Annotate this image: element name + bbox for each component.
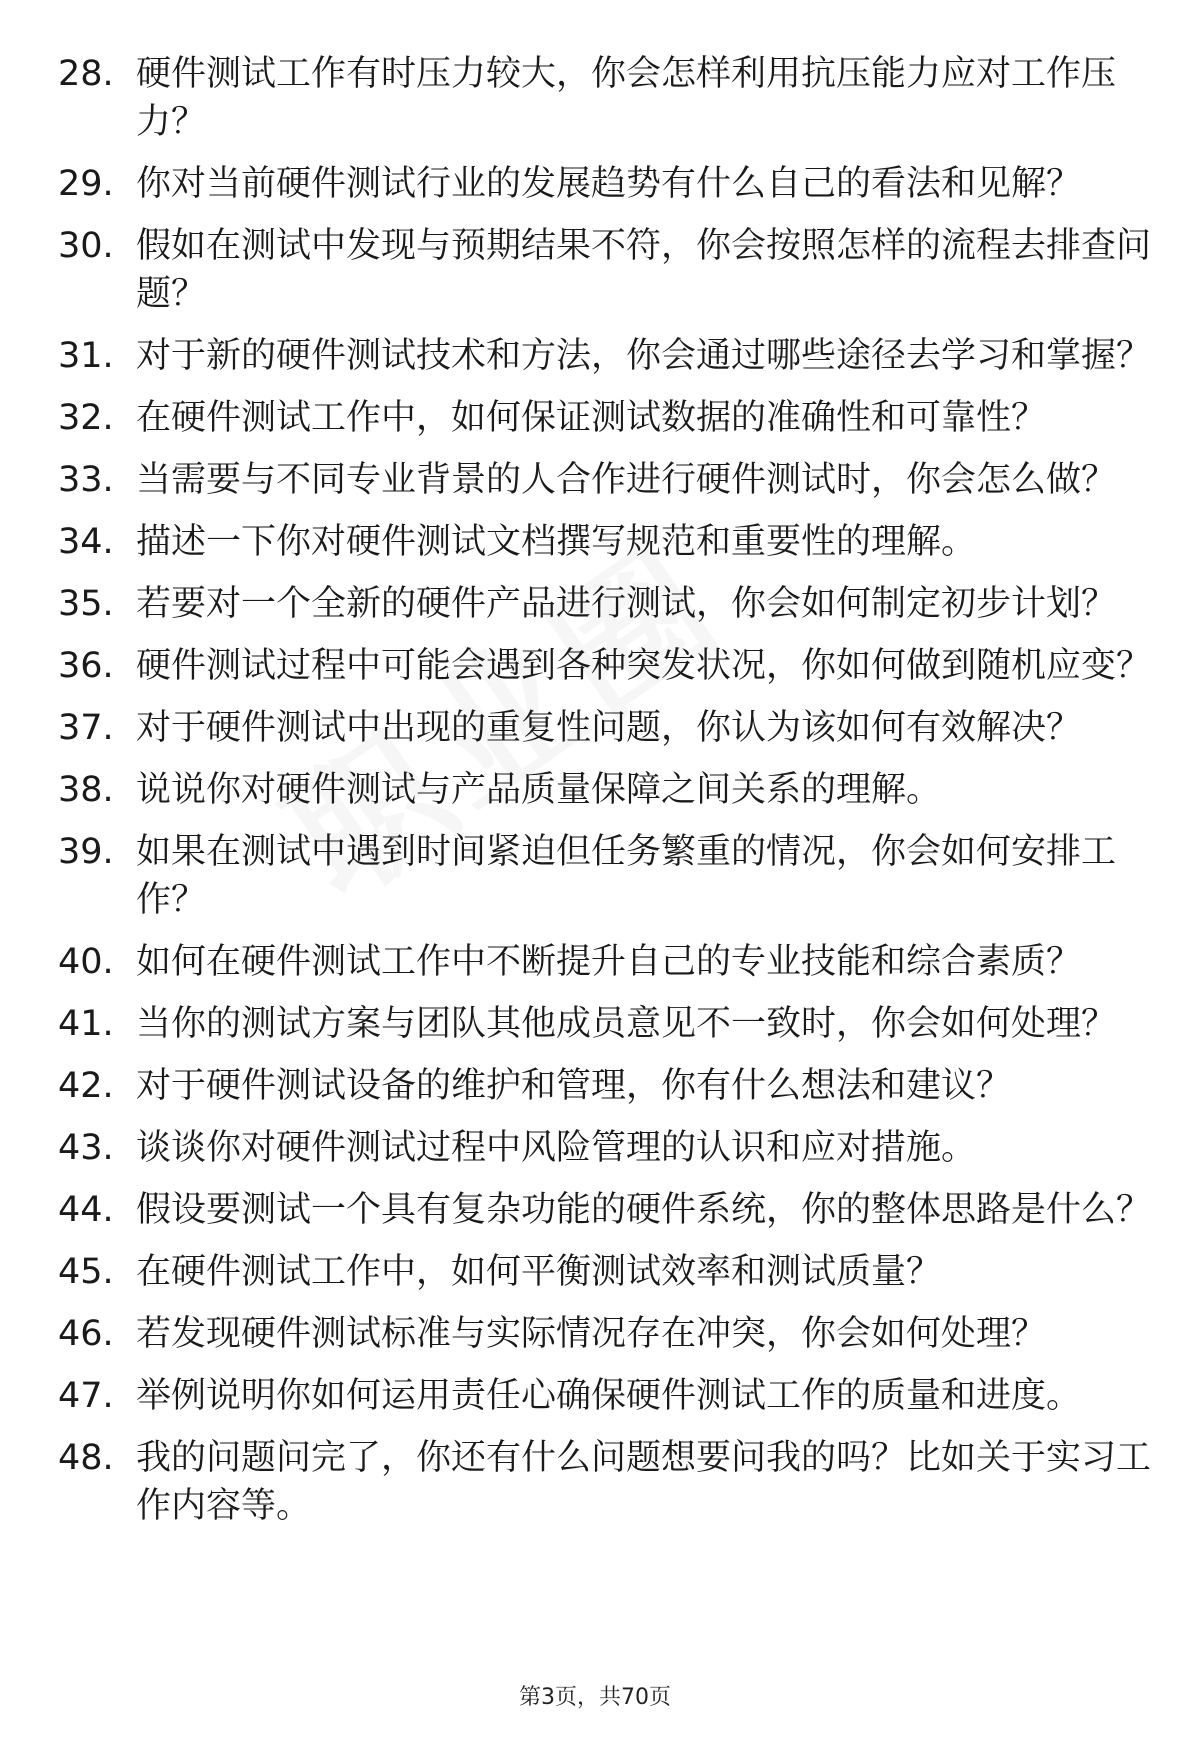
list-item [58, 1372, 1158, 1420]
list-item [58, 456, 1158, 504]
item-number: 34. [58, 522, 114, 562]
item-text: 若要对一个全新的硬件产品进行测试，你会如何制定初步计划？ [136, 584, 1117, 624]
list-item [58, 1062, 1158, 1110]
item-text: 当需要与不同专业背景的人合作进行硬件测试时，你会怎么做？ [136, 460, 1117, 500]
item-text: 谈谈你对硬件测试过程中风险管理的认识和应对措施。 [136, 1128, 977, 1168]
item-number: 44. [58, 1190, 114, 1230]
list-item [58, 160, 1158, 208]
item-text: 对于新的硬件测试技术和方法，你会通过哪些途径去学习和掌握？ [136, 336, 1152, 376]
item-text: 在硬件测试工作中，如何平衡测试效率和测试质量？ [136, 1252, 942, 1292]
question-list [58, 50, 1158, 1544]
item-text: 我的问题问完了，你还有什么问题想要问我的吗？比如关于实习工作内容等。 [136, 1438, 1152, 1526]
item-number: 36. [58, 646, 114, 686]
item-text: 对于硬件测试中出现的重复性问题，你认为该如何有效解决？ [136, 708, 1082, 748]
list-item [58, 1000, 1158, 1048]
item-number: 29. [58, 164, 114, 204]
list-item [58, 938, 1158, 986]
item-text: 举例说明你如何运用责任心确保硬件测试工作的质量和进度。 [136, 1376, 1082, 1416]
item-number: 42. [58, 1066, 114, 1106]
list-item [58, 1248, 1158, 1296]
item-text: 当你的测试方案与团队其他成员意见不一致时，你会如何处理？ [136, 1004, 1117, 1044]
item-text: 若发现硬件测试标准与实际情况存在冲突，你会如何处理？ [136, 1314, 1047, 1354]
page-number-footer: 第3页，共70页 [519, 1685, 671, 1710]
item-number: 40. [58, 942, 114, 982]
item-number: 37. [58, 708, 114, 748]
list-item [58, 1124, 1158, 1172]
item-number: 28. [58, 54, 114, 94]
item-text: 假如在测试中发现与预期结果不符，你会按照怎样的流程去排查问题？ [136, 226, 1152, 314]
item-number: 47. [58, 1376, 114, 1416]
list-item [58, 518, 1158, 566]
list-item [58, 1310, 1158, 1358]
item-number: 38. [58, 770, 114, 810]
item-number: 30. [58, 226, 114, 266]
list-item [58, 828, 1158, 924]
item-number: 33. [58, 460, 114, 500]
list-item [58, 580, 1158, 628]
list-item [58, 766, 1158, 814]
item-number: 41. [58, 1004, 114, 1044]
item-text: 说说你对硬件测试与产品质量保障之间关系的理解。 [136, 770, 942, 810]
item-text: 你对当前硬件测试行业的发展趋势有什么自己的看法和见解？ [136, 164, 1082, 204]
list-item [58, 1434, 1158, 1530]
item-number: 32. [58, 398, 114, 438]
list-item [58, 642, 1158, 690]
item-text: 硬件测试工作有时压力较大，你会怎样利用抗压能力应对工作压力？ [136, 54, 1117, 142]
item-number: 48. [58, 1438, 114, 1478]
item-number: 45. [58, 1252, 114, 1292]
list-item [58, 1186, 1158, 1234]
item-text: 如何在硬件测试工作中不断提升自己的专业技能和综合素质？ [136, 942, 1082, 982]
item-number: 31. [58, 336, 114, 376]
item-text: 如果在测试中遇到时间紧迫但任务繁重的情况，你会如何安排工作？ [136, 832, 1117, 920]
item-number: 46. [58, 1314, 114, 1354]
item-number: 39. [58, 832, 114, 872]
item-text: 描述一下你对硬件测试文档撰写规范和重要性的理解。 [136, 522, 977, 562]
item-text: 对于硬件测试设备的维护和管理，你有什么想法和建议？ [136, 1066, 1012, 1106]
item-text: 在硬件测试工作中，如何保证测试数据的准确性和可靠性？ [136, 398, 1047, 438]
item-text: 硬件测试过程中可能会遇到各种突发状况，你如何做到随机应变？ [136, 646, 1152, 686]
item-text: 假设要测试一个具有复杂功能的硬件系统，你的整体思路是什么？ [136, 1190, 1152, 1230]
list-item [58, 222, 1158, 318]
item-number: 35. [58, 584, 114, 624]
list-item [58, 50, 1158, 146]
list-item [58, 332, 1158, 380]
list-item [58, 704, 1158, 752]
item-number: 43. [58, 1128, 114, 1168]
list-item [58, 394, 1158, 442]
